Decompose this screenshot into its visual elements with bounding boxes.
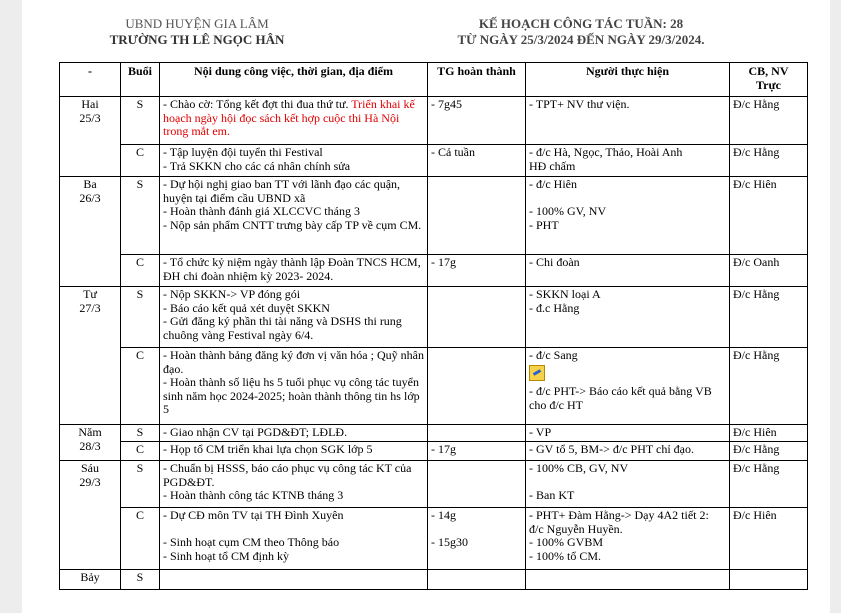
table-header-row: [60, 63, 808, 97]
content-cell: [160, 570, 428, 590]
duty-cell: Đ/c Hiên: [730, 508, 808, 570]
time-cell: - 7g45: [428, 97, 526, 145]
col-header-time: TG hoàn thành: [428, 63, 526, 97]
district-name: UBND HUYỆN GIA LÂM: [125, 16, 269, 31]
session-cell: C: [121, 255, 160, 287]
table-row: [60, 177, 808, 255]
table-row: [60, 287, 808, 348]
content-cell: - Chuẩn bị HSSS, báo cáo phục vụ công tác KT của PGD&ĐT. - Hoàn thành công tác KTNB tháng 3: [160, 461, 428, 508]
col-header-duty: CB, NV Trực: [730, 63, 808, 97]
col-header-content: Nội dung công việc, thời gian, địa điểm: [160, 63, 428, 97]
content-cell: - Tập luyện đội tuyển thi Festival - Trả SKKN cho các cá nhân chính sửa: [160, 145, 428, 177]
table-row: [60, 570, 808, 590]
content-cell: - Nộp SKKN-> VP đóng gói - Báo cáo kết quả xét duyệt SKKN - Gửi đăng ký phần thi tài năng và DSHS thi rung chuông vàng Festival ngày 6/4.: [160, 287, 428, 348]
content-cell: - Họp tổ CM triển khai lựa chọn SGK lớp 5: [160, 442, 428, 461]
duty-cell: Đ/c Hằng: [730, 442, 808, 461]
people-cell: - GV tổ 5, BM-> đ/c PHT chỉ đạo.: [526, 442, 730, 461]
session-cell: S: [121, 287, 160, 348]
people-cell: - VP: [526, 425, 730, 442]
day-cell-nam: Năm 28/3: [60, 425, 121, 461]
col-header-session: Buổi: [121, 63, 160, 97]
duty-cell: Đ/c Hằng: [730, 145, 808, 177]
time-cell: - 17g: [428, 442, 526, 461]
duty-cell: Đ/c Hằng: [730, 97, 808, 145]
people-cell: [526, 570, 730, 590]
day-cell-tu: Tư 27/3: [60, 287, 121, 425]
document-page: [22, 0, 830, 613]
time-cell: [428, 570, 526, 590]
people-cell: - đ/c Sang - đ/c PHT-> Báo cáo kết quả bằng VB cho đ/c HT: [526, 348, 730, 425]
session-cell: S: [121, 461, 160, 508]
content-cell: - Hoàn thành bảng đăng ký đơn vị văn hóa ; Quỹ nhân đạo. - Hoàn thành số liệu hs 5 tuổi phục vụ công tác tuyển sinh năm học 2024-2025; hoàn thành thông tin hs lớp 5: [160, 348, 428, 425]
people-cell: - đ/c Hà, Ngọc, Thảo, Hoài Anh HĐ chấm: [526, 145, 730, 177]
time-cell: - 17g: [428, 255, 526, 287]
duty-cell: Đ/c Hằng: [730, 461, 808, 508]
day-cell-sau: Sáu 29/3: [60, 461, 121, 570]
day-cell-ba: Ba 26/3: [60, 177, 121, 287]
school-header: [92, 16, 302, 48]
content-cell: - Giao nhận CV tại PGD&ĐT; LĐLĐ.: [160, 425, 428, 442]
time-cell: [428, 425, 526, 442]
content-cell: - Dự hội nghị giao ban TT với lãnh đạo các quận, huyện tại điểm cầu UBND xã - Hoàn thành đánh giá XLCCVC tháng 3 - Nộp sản phẩm CNTT trưng bày cấp TP về cụm CM.: [160, 177, 428, 255]
duty-cell: [730, 570, 808, 590]
people-cell: - đ/c Hiên - 100% GV, NV - PHT: [526, 177, 730, 255]
time-cell: - Cả tuần: [428, 145, 526, 177]
plan-title: [416, 16, 746, 48]
time-cell: [428, 461, 526, 508]
edit-note-icon[interactable]: [529, 365, 545, 381]
content-cell: - Chào cờ: Tổng kết đợt thi đua thứ tư. Triển khai kế hoạch ngày hội đọc sách kết hợp cuộc thi Hà Nội trong mắt em.: [160, 97, 428, 145]
table-row: [60, 442, 808, 461]
school-name: TRƯỜNG TH LÊ NGỌC HÂN: [109, 32, 285, 47]
duty-cell: Đ/c Oanh: [730, 255, 808, 287]
table-row: [60, 145, 808, 177]
time-cell: [428, 287, 526, 348]
table-row: [60, 97, 808, 145]
table-row: [60, 425, 808, 442]
duty-cell: Đ/c Hiên: [730, 177, 808, 255]
duty-cell: Đ/c Hằng: [730, 348, 808, 425]
people-cell: - Chi đoàn: [526, 255, 730, 287]
session-cell: C: [121, 348, 160, 425]
time-cell: [428, 348, 526, 425]
people-cell: - PHT+ Đàm Hằng-> Dạy 4A2 tiết 2: đ/c Nguyễn Huyền. - 100% GVBM - 100% tổ CM.: [526, 508, 730, 570]
people-cell: - SKKN loại A - đ.c Hằng: [526, 287, 730, 348]
duty-cell: Đ/c Hiên: [730, 425, 808, 442]
duty-cell: Đ/c Hằng: [730, 287, 808, 348]
table-row: [60, 508, 808, 570]
plan-date-range: TỪ NGÀY 25/3/2024 ĐẾN NGÀY 29/3/2024.: [457, 32, 705, 47]
plan-week-title: KẾ HOẠCH CÔNG TÁC TUẦN: 28: [478, 16, 684, 31]
people-cell: - 100% CB, GV, NV - Ban KT: [526, 461, 730, 508]
table-row: [60, 461, 808, 508]
session-cell: S: [121, 177, 160, 255]
time-cell: - 14g - 15g30: [428, 508, 526, 570]
session-cell: S: [121, 425, 160, 442]
people-cell: - TPT+ NV thư viện.: [526, 97, 730, 145]
time-cell: [428, 177, 526, 255]
session-cell: S: [121, 97, 160, 145]
table-row: [60, 255, 808, 287]
col-header-day: -: [60, 63, 121, 97]
session-cell: C: [121, 442, 160, 461]
day-cell-hai: Hai 25/3: [60, 97, 121, 177]
content-cell: - Dự CĐ môn TV tại TH Đình Xuyên - Sinh hoạt cụm CM theo Thông báo - Sinh hoạt tổ CM định kỳ: [160, 508, 428, 570]
content-cell: - Tổ chức kỷ niệm ngày thành lập Đoàn TNCS HCM, ĐH chi đoàn nhiệm kỳ 2023- 2024.: [160, 255, 428, 287]
session-cell: C: [121, 145, 160, 177]
weekly-plan-table: [59, 62, 808, 590]
table-row: [60, 348, 808, 425]
session-cell: C: [121, 508, 160, 570]
day-cell-bay: Bảy: [60, 570, 121, 590]
session-cell: S: [121, 570, 160, 590]
col-header-people: Người thực hiện: [526, 63, 730, 97]
